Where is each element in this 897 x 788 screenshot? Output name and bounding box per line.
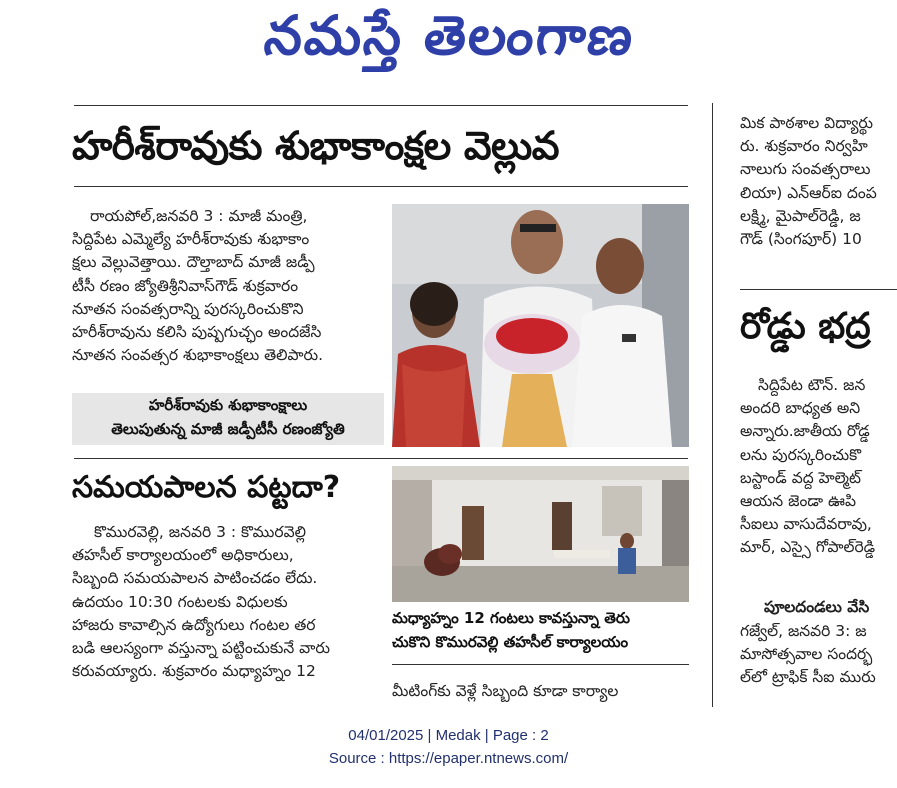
story1-headline: హరీశ్‌రావుకు శుభాకాంక్షల వెల్లువ xyxy=(72,124,559,169)
right-line: ల్‌లో ట్రాఫిక్ సీఐ మురు xyxy=(740,668,876,687)
story1-line: టీసీ రణం జ్యోతిశ్రీనివాస్‌గౌడ్ శుక్రవారం xyxy=(72,276,299,295)
right-line: అన్నారు.జాతీయ రోడ్డ xyxy=(740,422,870,441)
right-line: గౌడ్ (సింగపూర్) 10 xyxy=(740,230,862,249)
masthead xyxy=(0,0,897,80)
story2-line: కొమురవెల్లి, జనవరి 3 : కొమురవెల్లి xyxy=(94,523,306,541)
story2-photo xyxy=(392,466,689,602)
right-line: మాసోత్సవాల సందర్భ xyxy=(740,645,873,664)
top-rule xyxy=(74,105,688,106)
right-line: ఆయన జెండా ఊపి xyxy=(740,492,857,511)
caption-rule xyxy=(392,664,689,665)
story2-line: బడి ఆలస్యంగా వస్తున్నా పట్టించుకునే వారు xyxy=(72,638,330,657)
newspaper-title: నమస్తే తెలంగాణ xyxy=(261,4,638,67)
story1-body xyxy=(72,205,384,367)
right-column-body xyxy=(740,374,897,574)
right-line: మిక పాఠశాల విద్యార్థు xyxy=(740,114,873,132)
story2-line: కరువయ్యారు. శుక్రవారం మధ్యాహ్నం 12 xyxy=(72,662,316,681)
story2-body xyxy=(72,521,384,683)
right-subhead: పూలదండలు వేసి xyxy=(764,598,870,616)
story1-line: క్షలు వెల్లువెత్తాయి. దౌల్తాబాద్ మాజీ జడ్పీ xyxy=(72,253,315,272)
story2-line: హాజరు కావాల్సిన ఉద్యోగులు గంటల తర xyxy=(72,615,316,634)
footer-source: Source : https://epaper.ntnews.com/ xyxy=(328,750,569,767)
right-line: అందరి బాధ్యత అని xyxy=(740,399,861,418)
right-line: మార్, ఎస్సై గోపాల్‌రెడ్డి xyxy=(740,538,876,557)
story2-continued xyxy=(392,680,689,708)
photo-illustration xyxy=(392,204,689,447)
story1-caption xyxy=(72,393,384,445)
right-line: సీఐలు వాసుదేవరావు, xyxy=(740,515,872,534)
right-line: లియా) ఎన్‌ఆర్‌ఐ దంప xyxy=(740,183,877,202)
right-line: నాలుగు సంవత్సరాలు xyxy=(740,160,871,179)
right-headline: రోడ్డు భద్ర xyxy=(740,306,871,347)
story2-line: సిబ్బంది సమయపాలన పాటించడం లేదు. xyxy=(72,569,318,588)
story1-line: హరీశ్‌రావును కలిసి పుష్పగుచ్ఛం అందజేసి xyxy=(72,322,322,341)
story1-rule xyxy=(74,186,688,187)
right-line: బస్టాండ్ వద్ద హెల్మెట్ xyxy=(740,468,861,487)
right-column-top xyxy=(740,112,897,282)
story1-photo xyxy=(392,204,689,447)
story1-line: నూతన సంవత్సర శుభాకాంక్షలు తెలిపారు. xyxy=(72,346,324,365)
right-line: రు. శుక్రవారం నిర్వహి xyxy=(740,137,868,156)
story2-caption xyxy=(392,604,689,662)
story2-continued-line: మీటింగ్‌కు వెళ్లే సిబ్బంది కూడా కార్యాల xyxy=(392,682,619,700)
story2-headline: సమయపాలన పట్టదా? xyxy=(72,470,341,505)
right-divider-rule xyxy=(740,289,897,290)
caption-line: హరీశ్‌రావుకు శుభాకాంక్షాలు xyxy=(148,396,308,414)
right-line: లను పురస్కరించుకొ xyxy=(740,445,862,464)
footer-date-page: 04/01/2025 | Medak | Page : 2 xyxy=(348,727,549,744)
right-line: సిద్దిపేట టౌన్. జన xyxy=(758,376,866,394)
story2-line: ఉదయం 10:30 గంటలకు విధులకు xyxy=(72,592,288,611)
story1-line: నూతన సంవత్సరాన్ని పురస్కరించుకొని xyxy=(72,299,304,318)
caption-line: చుకొని కొమురవెల్లి తహసీల్ కార్యాలయం xyxy=(392,633,629,651)
office-illustration xyxy=(392,466,689,602)
story1-line: రాయపోల్,జనవరి 3 : మాజీ మంత్రి, xyxy=(90,207,308,225)
column-divider xyxy=(712,103,713,707)
right-line: గజ్వేల్, జనవరి 3: జ xyxy=(740,622,867,640)
story1-line: సిద్దిపేట ఎమ్మెల్యే హరీశ్‌రావుకు శుభాకాం xyxy=(72,230,310,249)
right-line: లక్ష్మి, మైపాల్‌రెడ్డి, జ xyxy=(740,206,861,225)
right-column-body2 xyxy=(740,620,897,708)
caption-line: మధ్యాహ్నం 12 గంటలు కావస్తున్నా తెరు xyxy=(392,609,630,627)
story-separator-rule xyxy=(74,458,688,459)
caption-line: తెలుపుతున్న మాజీ జడ్పీటీసీ రణంజ్యోతి xyxy=(111,420,345,438)
story2-line: తహసీల్ కార్యాలయంలో అధికారులు, xyxy=(72,546,294,565)
